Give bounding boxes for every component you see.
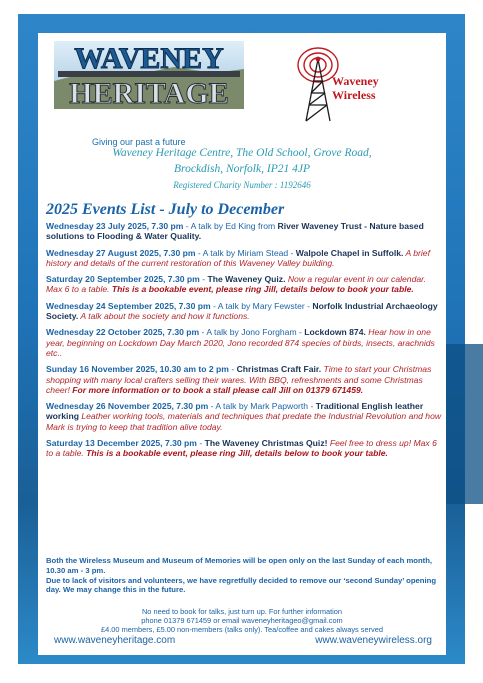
event-speaker: - xyxy=(228,364,237,375)
events-list xyxy=(46,221,442,465)
ww-logo-text-line2: Wireless xyxy=(332,88,376,102)
opening-notes xyxy=(46,556,442,595)
event-item xyxy=(46,248,442,269)
event-speaker: - xyxy=(199,274,208,285)
ww-logo-text-line1: Waveney xyxy=(332,74,379,88)
event-description: Time to start your Christmas shopping with many local crafters selling their wares. With BBQ, refreshments and some Christmas cheer! xyxy=(46,364,432,395)
contact-line-2: phone 01379 671459 or email waveneyheritageo@gmail.com xyxy=(141,615,343,625)
event-date: Saturday 20 September 2025, 7.30 pm xyxy=(46,274,200,285)
events-title: 2025 Events List - July to December xyxy=(46,201,285,218)
charity-number: Registered Charity Number : 1192646 xyxy=(173,180,311,190)
address-line-2: Brockdish, Norfolk, IP21 4JP xyxy=(174,163,310,175)
event-title: Traditional English leather working xyxy=(46,401,424,422)
event-title: Walpole Chapel in Suffolk. xyxy=(295,247,404,258)
event-item xyxy=(46,438,442,459)
pricing-line: £4.00 members, £5.00 non-members (talks only). Tea/coffee and cakes always served xyxy=(101,624,383,634)
event-description: Hear how in one year, beginning on Lockdown Day March 2020, Jono recorded 874 species of birds, insects, arachnids etc.. xyxy=(46,327,435,358)
event-date: Saturday 13 December 2025, 7.30 pm xyxy=(46,438,197,449)
event-description: A talk about the society and how it functions. xyxy=(78,311,250,322)
event-title: The Waveney Christmas Quiz! xyxy=(204,438,328,449)
contact-line-1: No need to book for talks, just turn up. For further information xyxy=(141,607,343,616)
contact-info xyxy=(38,608,446,634)
event-title: River Waveney Trust - Nature based solutions to Flooding & Water Quality. xyxy=(46,221,424,242)
event-description: Feel free to dress up! Max 6 to a table. xyxy=(46,438,437,459)
event-description: A brief history and details of the current restoration of this Waveney Valley building. xyxy=(46,247,430,268)
event-speaker: - xyxy=(196,438,205,449)
event-date: Wednesday 23 July 2025, 7.30 pm xyxy=(46,221,184,231)
event-item xyxy=(46,327,442,358)
event-item xyxy=(46,274,442,295)
heritage-website-link[interactable]: www.waveneyheritage.com xyxy=(54,635,176,646)
radio-mast-icon xyxy=(306,59,330,121)
event-speaker: - A talk by Miriam Stead - xyxy=(195,247,296,258)
event-title: The Waveney Quiz. xyxy=(207,274,286,285)
waveney-heritage-logo xyxy=(54,41,244,109)
logo-text-waveney: WAVENEY xyxy=(74,42,224,75)
event-title: Norfolk Industrial Archaeology Society. xyxy=(46,300,438,322)
event-speaker: - A talk by Ed King from xyxy=(183,221,278,231)
event-booking-note: This is a bookable event, please ring Jill, details below to book your table. xyxy=(109,284,414,295)
logo-text-heritage: HERITAGE xyxy=(69,77,229,109)
event-description: Now a regular event in our calendar. Max 6 to a table. xyxy=(46,274,427,295)
opening-note-1: Both the Wireless Museum and Museum of Memories will be open only on the last Sunday of each month, 10.30 am - 3 pm. xyxy=(46,556,433,575)
event-description: Leather working tools, materials and techniques that predate the Industrial Revolution and how Mark is trying to keep that tradition alive today. xyxy=(46,411,442,432)
flyer-card xyxy=(38,33,446,655)
tagline: Giving our past a future xyxy=(92,137,186,147)
event-booking-note: For more information or to book a stall please call Jill on 01379 671459. xyxy=(69,384,364,395)
event-title: Christmas Craft Fair. xyxy=(236,364,322,375)
event-item xyxy=(46,221,442,242)
event-item xyxy=(46,401,442,432)
event-booking-note: This is a bookable event, please ring Jill, details below to book your table. xyxy=(83,448,388,459)
event-date: Sunday 16 November 2025, 10.30 am to 2 pm xyxy=(46,364,229,375)
event-speaker: - A talk by Mark Papworth - xyxy=(208,401,316,412)
event-title: Lockdown 874. xyxy=(304,327,366,338)
event-item xyxy=(46,301,442,322)
event-date: Wednesday 22 October 2025, 7.30 pm xyxy=(46,327,200,338)
event-date: Wednesday 27 August 2025, 7.30 pm xyxy=(46,247,196,258)
event-item xyxy=(46,364,442,395)
wireless-website-link[interactable]: www.waveneywireless.org xyxy=(315,635,432,646)
address-line-1: Waveney Heritage Centre, The Old School, Grove Road, xyxy=(112,147,372,159)
event-speaker: - A talk by Mary Fewster - xyxy=(210,300,313,311)
event-date: Wednesday 26 November 2025, 7.30 pm xyxy=(46,401,209,412)
event-date: Wednesday 24 September 2025, 7.30 pm xyxy=(46,300,211,311)
opening-note-2: Due to lack of visitors and volunteers, we have regretfully decided to remove our ‘second Sunday’ opening day. We may change this in the future. xyxy=(46,575,437,595)
waveney-wireless-logo xyxy=(290,37,420,123)
event-speaker: - A talk by Jono Forgham - xyxy=(199,327,305,338)
